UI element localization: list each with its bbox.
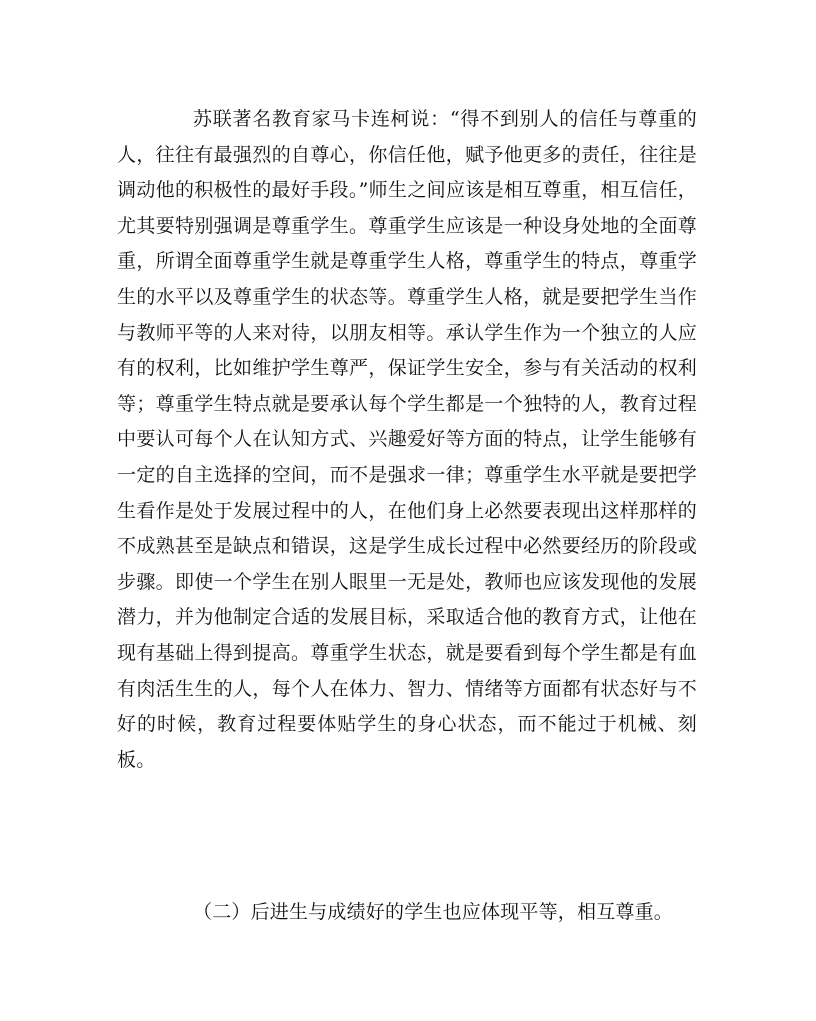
body-paragraph: 苏联著名教育家马卡连柯说：“得不到别人的信任与尊重的人，往往有最强烈的自尊心，你信任他，赋予他更多的责任，往往是调动他的积极性的最好手段。”师生之间应该是相互尊重，相互信任，尤其要特别强调是尊重学生。尊重学生应该是一种设身处地的全面尊重，所谓全面尊重学生就是尊重学生人格，尊重学生的特点，尊重学生的水平以及尊重学生的状态等。尊重学生人格，就是要把学生当作与教师平等的人来对待，以朋友相等。承认学生作为一个独立的人应有的权利，比如维护学生尊严，保证学生安全，参与有关活动的权利等；尊重学生特点就是要承认每个学生都是一个独特的人，教育过程中要认可每个人在认知方式、兴趣爱好等方面的特点，让学生能够有一定的自主选择的空间，而不是强求一律；尊重学生水平就是要把学生看作是处于发展过程中的人，在他们身上必然要表现出这样那样的不成熟甚至是缺点和错误，这是学生成长过程中必然要经历的阶段或步骤。即使一个学生在别人眼里一无是处，教师也应该发现他的发展潜力，并为他制定合适的发展目标，采取适合他的教育方式，让他在现有基础上得到提高。尊重学生状态，就是要看到每个学生都是有血有肉活生生的人，每个人在体力、智力、情绪等方面都有状态好与不好的时候，教育过程要体贴学生的身心状态，而不能过于机械、刻板。 bbox=[117, 108, 697, 771]
section-heading: （二）后进生与成绩好的学生也应体现平等，相互尊重。 bbox=[193, 901, 674, 923]
